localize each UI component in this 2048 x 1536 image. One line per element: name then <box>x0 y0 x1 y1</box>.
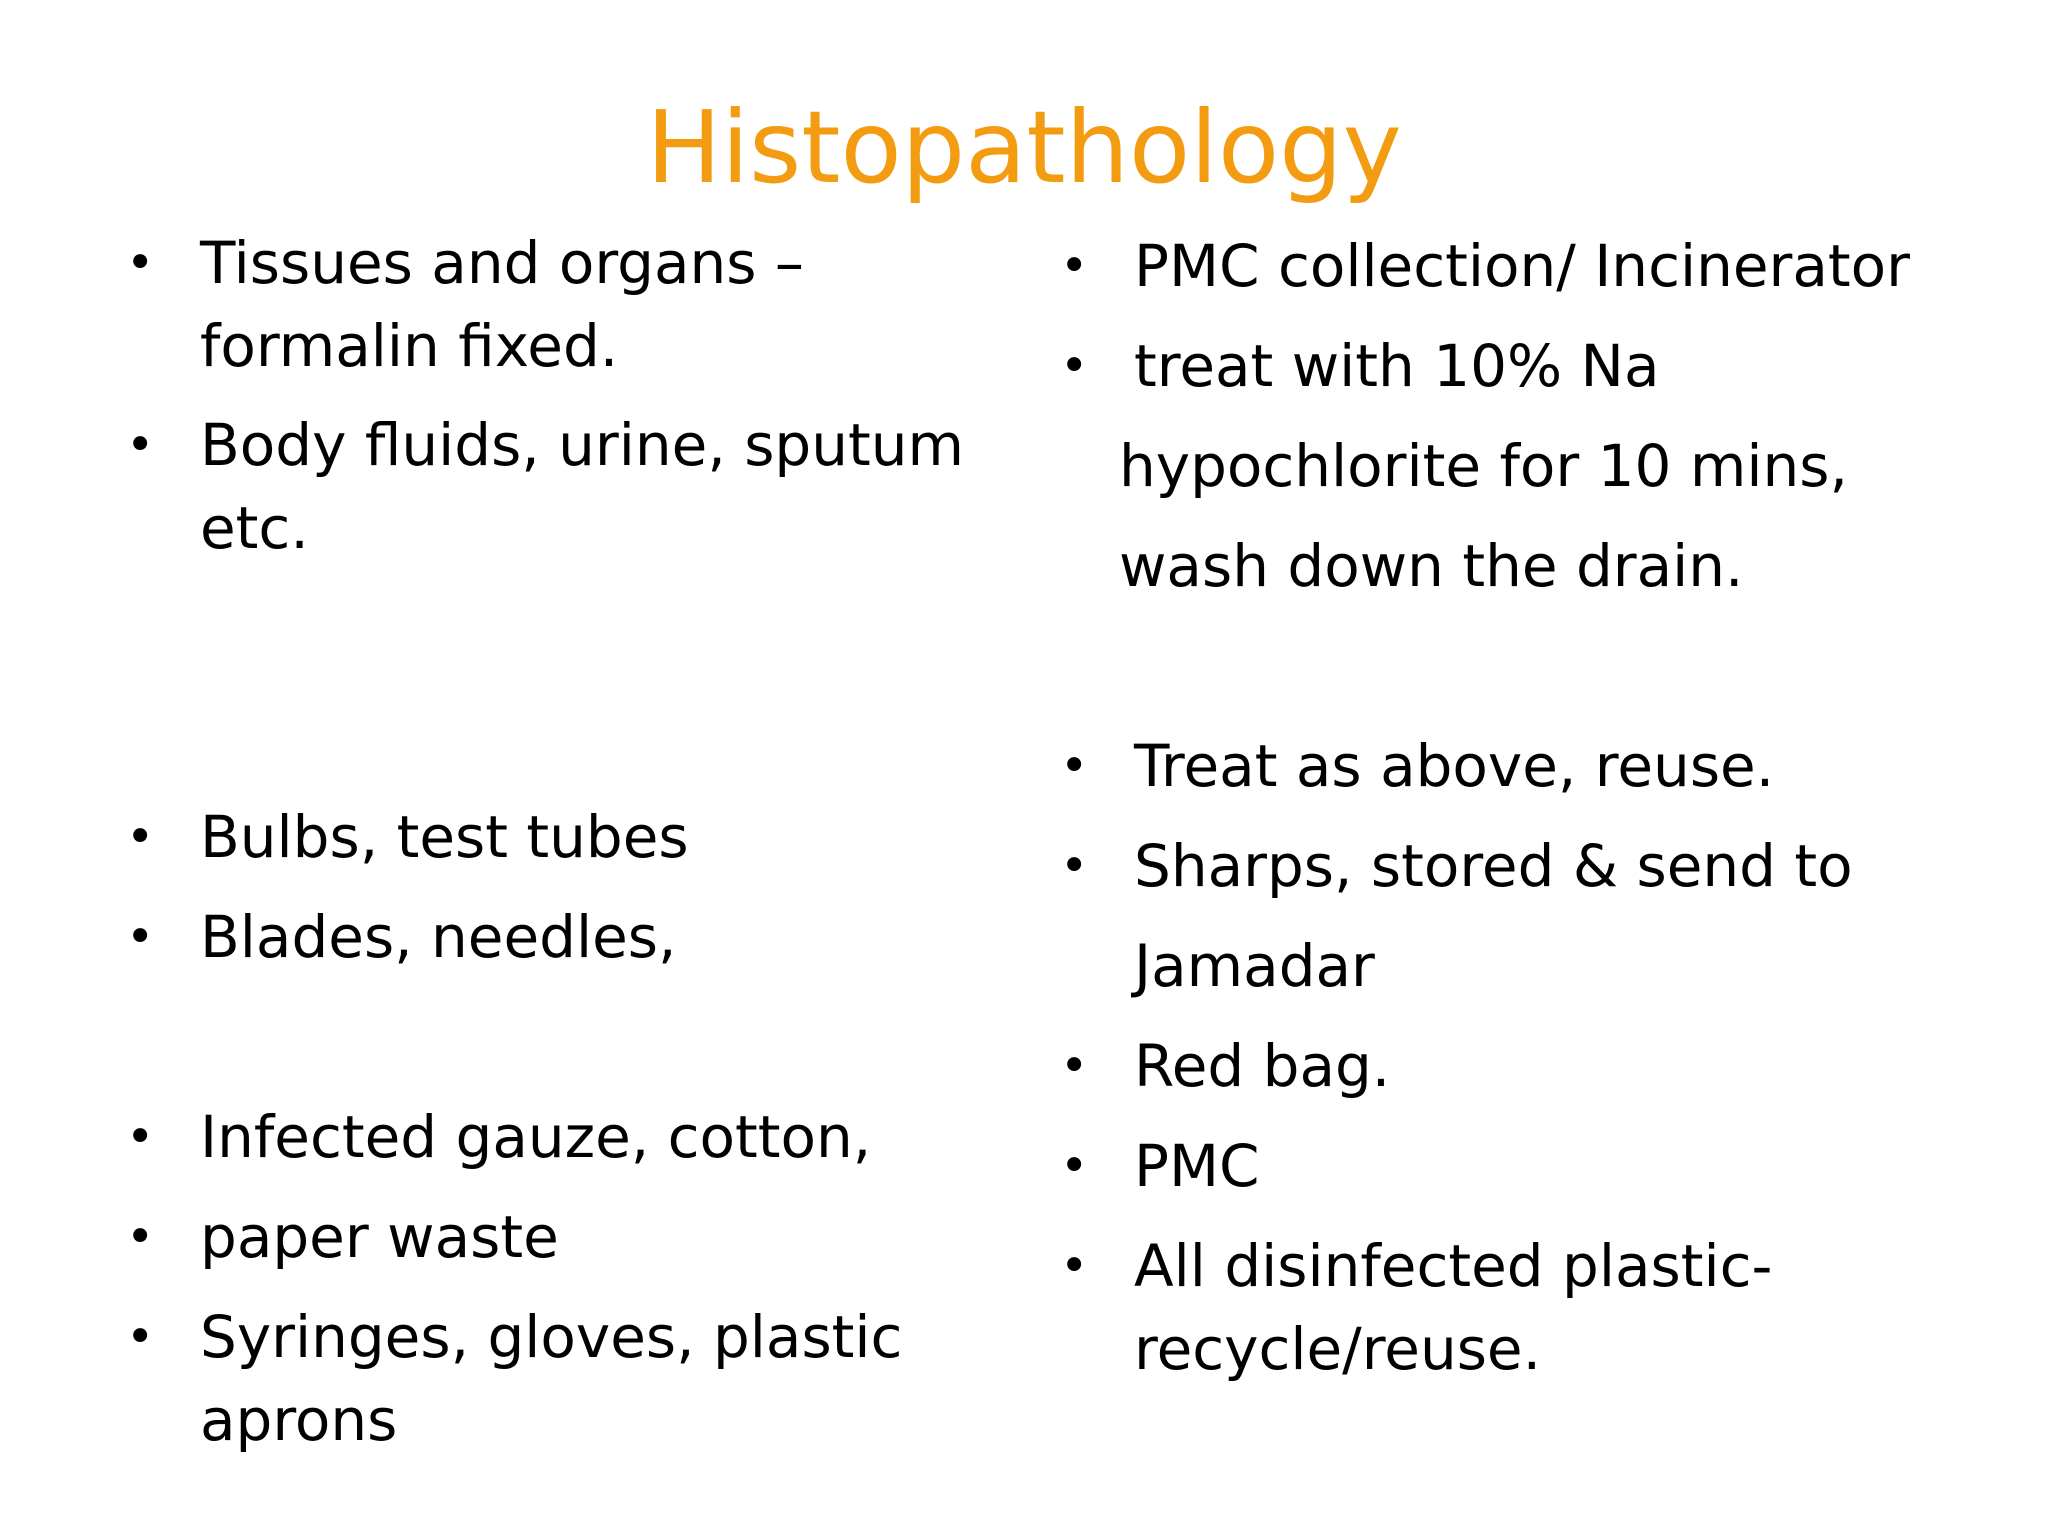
left-item-gauze-line-1: Infected gauze, cotton, <box>200 1103 872 1171</box>
right-item-treat-above-line-1: Treat as above, reuse. <box>1134 732 1775 800</box>
left-item-bulbs <box>126 787 689 887</box>
bullet-icon: • <box>126 1109 155 1165</box>
bullet-icon: • <box>126 1309 155 1365</box>
right-item-red-bag-line-1: Red bag. <box>1134 1032 1391 1100</box>
left-group-1 <box>126 222 964 570</box>
left-item-gauze <box>126 1087 902 1187</box>
bullet-icon: • <box>126 1209 155 1265</box>
left-group-2 <box>126 787 689 987</box>
right-item-wash: wash down the drain. <box>1119 532 1744 600</box>
right-item-hypochlorite: hypochlorite for 10 mins, <box>1119 432 1848 500</box>
left-item-syringes-line-1: Syringes, gloves, plastic <box>200 1303 903 1371</box>
bullet-icon: • <box>1060 1138 1089 1194</box>
slide-title: Histopathology <box>646 89 1402 206</box>
left-item-blades-line-1: Blades, needles, <box>200 903 677 971</box>
bullet-icon: • <box>1060 1238 1089 1294</box>
left-item-tissues <box>126 222 964 388</box>
right-group-2 <box>1060 716 1853 1391</box>
right-item-sharps-line-1: Sharps, stored & send to <box>1134 832 1853 900</box>
left-item-tissues-line-1: Tissues and organs – <box>200 229 804 297</box>
bullet-icon: • <box>126 235 155 291</box>
right-item-treat-line-1: treat with 10% Na <box>1134 332 1660 400</box>
left-item-paper-line-1: paper waste <box>200 1203 559 1271</box>
left-item-bulbs-line-1: Bulbs, test tubes <box>200 803 689 871</box>
bullet-icon: • <box>126 417 155 473</box>
right-item-plastic <box>1060 1225 1853 1391</box>
left-item-syringes-line-2: aprons <box>200 1386 398 1454</box>
bullet-icon: • <box>126 909 155 965</box>
right-item-red-bag <box>1060 1016 1853 1116</box>
bullet-icon: • <box>1060 238 1089 294</box>
left-item-blades <box>126 887 689 987</box>
right-item-pmc <box>1060 1116 1853 1216</box>
right-item-pmc-line-1: PMC <box>1134 1132 1260 1200</box>
right-item-jamadar: Jamadar <box>1134 932 1375 1000</box>
bullet-icon: • <box>1060 1038 1089 1094</box>
right-item-treat-above <box>1060 716 1853 816</box>
left-item-body-fluids-line-1: Body fluids, urine, sputum <box>200 411 964 479</box>
right-item-sharps <box>1060 816 1853 916</box>
bullet-icon: • <box>126 809 155 865</box>
bullet-icon: • <box>1060 738 1089 794</box>
right-group-1 <box>1060 216 1910 616</box>
left-group-3 <box>126 1087 902 1462</box>
right-item-treat <box>1060 316 1910 416</box>
left-item-body-fluids <box>126 404 964 570</box>
bullet-icon: • <box>1060 838 1089 894</box>
left-item-tissues-line-2: formalin fixed. <box>200 312 619 380</box>
left-item-body-fluids-line-2: etc. <box>200 494 309 562</box>
right-item-plastic-line-1: All disinfected plastic- <box>1134 1232 1773 1300</box>
right-item-pmc-collection <box>1060 216 1910 316</box>
right-item-pmc-collection-line-1: PMC collection/ Incinerator <box>1134 232 1910 300</box>
left-item-syringes <box>126 1296 902 1462</box>
left-item-paper <box>126 1187 902 1287</box>
right-item-plastic-line-2: recycle/reuse. <box>1134 1315 1542 1383</box>
bullet-icon: • <box>1060 338 1089 394</box>
